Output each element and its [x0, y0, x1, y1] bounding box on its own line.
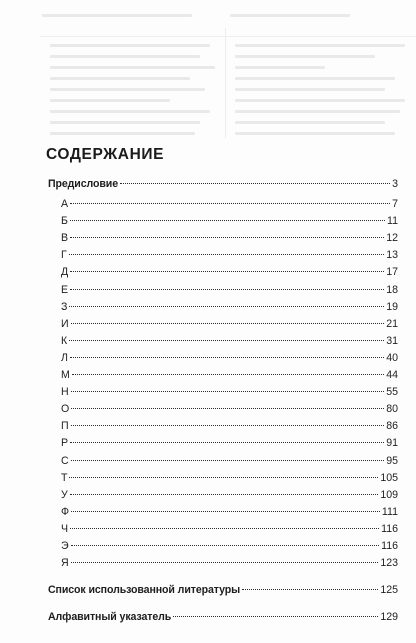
- toc-page-number: 111: [381, 505, 398, 518]
- toc-entry-index: [48, 611, 398, 628]
- toc-entry-preface: [48, 178, 398, 195]
- toc-entry-label: Предисловие: [48, 178, 118, 190]
- dot-leader: [70, 203, 390, 204]
- dot-leader: [70, 289, 384, 290]
- toc-entry-label: Э: [61, 539, 69, 552]
- toc-page-number: 18: [386, 283, 398, 296]
- toc-entry-label: З: [61, 300, 68, 313]
- dot-leader: [71, 408, 384, 409]
- toc-entry-letter: [48, 198, 398, 215]
- toc-entry-letter: [48, 489, 398, 506]
- dot-leader: [71, 562, 379, 563]
- toc-entry-label: Н: [61, 386, 69, 399]
- toc-entry-letter: [48, 301, 398, 318]
- toc-entry-letter: [48, 215, 398, 232]
- dot-leader: [71, 323, 385, 324]
- toc-entry-label: Ч: [61, 522, 69, 535]
- toc-page-number: 19: [386, 300, 398, 313]
- toc-entry-label: Л: [61, 351, 68, 364]
- dot-leader: [70, 220, 385, 221]
- toc-entry-label: Алфавитный указатель: [48, 611, 172, 624]
- toc-entry-letter: [48, 557, 398, 574]
- toc-entry-label: Ф: [61, 505, 70, 518]
- toc-entry-label: П: [61, 420, 69, 433]
- toc-entry-letter: [48, 266, 398, 283]
- toc-entry-label: Я: [61, 557, 69, 570]
- toc-entry-label: А: [61, 198, 69, 211]
- toc-entry-letter: [48, 472, 398, 489]
- dot-leader: [70, 494, 379, 495]
- toc-entry-label: Е: [61, 283, 69, 296]
- page-title: СОДЕРЖАНИЕ: [46, 146, 165, 163]
- toc-page-number: 13: [386, 249, 398, 262]
- toc-page-number: 12: [386, 232, 398, 245]
- dot-leader: [71, 460, 385, 461]
- dot-leader: [71, 391, 385, 392]
- toc-entry-label: О: [61, 403, 70, 416]
- toc-entry-letter: [48, 335, 398, 352]
- dot-leader: [173, 616, 378, 617]
- dot-leader: [71, 545, 379, 546]
- dot-leader: [70, 271, 384, 272]
- toc-page-number: 109: [380, 488, 398, 501]
- dot-leader: [69, 340, 384, 341]
- toc-entry-label: К: [61, 334, 68, 347]
- toc-page-number: 123: [380, 557, 398, 570]
- toc-entry-label: И: [61, 317, 69, 330]
- toc-entry-letter: [48, 437, 398, 454]
- dot-leader: [72, 374, 384, 375]
- dot-leader: [70, 357, 384, 358]
- toc-entry-letter: [48, 232, 398, 249]
- toc-entry-bibliography: [48, 584, 398, 601]
- toc-page-number: 95: [386, 454, 398, 467]
- dot-leader: [69, 306, 384, 307]
- toc-page-number: 86: [386, 420, 398, 433]
- toc-page-number: 3: [392, 178, 398, 190]
- toc-entry-letter: [48, 352, 398, 369]
- toc-page-number: 129: [380, 611, 398, 624]
- toc-page-number: 7: [392, 198, 398, 211]
- toc-entry-letter: [48, 249, 398, 266]
- toc-page-number: 55: [386, 386, 398, 399]
- toc-entry-label: Г: [61, 249, 67, 262]
- toc-entry-label: В: [61, 232, 69, 245]
- toc-page-number: 91: [386, 437, 398, 450]
- toc-entry-label: Б: [61, 215, 68, 228]
- toc-entry-letter: [48, 506, 398, 523]
- toc-entry-letter: [48, 284, 398, 301]
- dot-leader: [242, 589, 378, 590]
- dot-leader: [69, 254, 384, 255]
- letter-sections: [48, 198, 398, 574]
- toc-page-number: 21: [386, 317, 398, 330]
- table-of-contents: [48, 178, 398, 628]
- dot-leader: [70, 442, 384, 443]
- toc-entry-letter: [48, 369, 398, 386]
- dot-leader: [70, 237, 384, 238]
- dot-leader: [69, 477, 378, 478]
- toc-entry-letter: [48, 403, 398, 420]
- toc-entry-letter: [48, 420, 398, 437]
- toc-entry-label: Д: [61, 266, 69, 279]
- toc-page-number: 116: [381, 522, 398, 535]
- toc-entry-letter: [48, 386, 398, 403]
- show-through-text: [40, 8, 416, 138]
- toc-entry-label: У: [61, 488, 68, 501]
- toc-page-number: 80: [386, 403, 398, 416]
- toc-entry-letter: [48, 318, 398, 335]
- toc-page-number: 40: [386, 351, 398, 364]
- dot-leader: [71, 511, 380, 512]
- dot-leader: [70, 528, 379, 529]
- dot-leader: [71, 425, 385, 426]
- dot-leader: [120, 183, 390, 184]
- toc-page-number: 125: [380, 584, 398, 597]
- toc-page-number: 116: [381, 539, 398, 552]
- toc-page-number: 31: [386, 334, 398, 347]
- toc-entry-letter: [48, 523, 398, 540]
- toc-page-number: 11: [387, 215, 398, 228]
- toc-entry-label: С: [61, 454, 69, 467]
- toc-page-number: 44: [386, 369, 398, 382]
- toc-page-number: 17: [386, 266, 398, 279]
- toc-entry-label: Р: [61, 437, 69, 450]
- toc-entry-label: Т: [61, 471, 68, 484]
- toc-entry-letter: [48, 540, 398, 557]
- toc-entry-label: Список использованной литературы: [48, 584, 241, 597]
- toc-entry-label: М: [61, 369, 70, 382]
- toc-entry-letter: [48, 455, 398, 472]
- toc-page-number: 105: [380, 471, 398, 484]
